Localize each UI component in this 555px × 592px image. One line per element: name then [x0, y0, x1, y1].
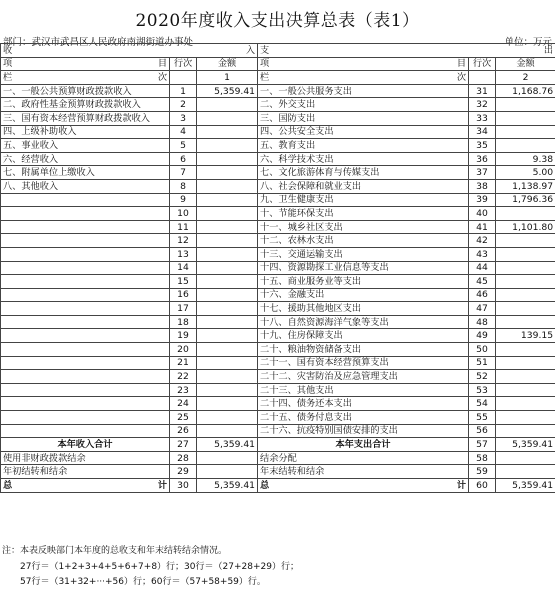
expense-amount	[496, 302, 555, 316]
income-amount: 5,359.41	[197, 84, 258, 98]
income-amount	[197, 152, 258, 166]
header-row-income-expense	[1, 44, 555, 58]
expense-amount: 1,168.76	[496, 84, 555, 98]
expense-amount	[496, 139, 555, 153]
expense-amount	[496, 261, 555, 275]
expense-amount	[496, 98, 555, 112]
expense-row-number: 31	[469, 84, 496, 98]
income-header: 收 入	[1, 44, 258, 58]
income-row-number: 18	[170, 315, 197, 329]
end-balance-rowno: 59	[469, 465, 496, 479]
income-amount	[197, 275, 258, 289]
expense-amount	[496, 343, 555, 357]
expense-row-number: 34	[469, 125, 496, 139]
expense-amount	[496, 207, 555, 221]
income-row-number: 5	[170, 139, 197, 153]
expense-header: 支 出	[258, 44, 555, 58]
income-item-name: 二、政府性基金预算财政拨款收入	[1, 98, 170, 112]
income-row-number: 14	[170, 261, 197, 275]
expense-item-name: 十五、商业服务业等支出	[258, 275, 469, 289]
income-row-number: 17	[170, 302, 197, 316]
balance-distribution-label: 结余分配	[258, 451, 469, 465]
income-item-name	[1, 247, 170, 261]
expense-item-name: 二十六、抗疫特别国债安排的支出	[258, 424, 469, 438]
income-item-name: 六、经营收入	[1, 152, 170, 166]
expense-amount: 5.00	[496, 166, 555, 180]
income-amount	[197, 397, 258, 411]
budget-summary-table	[0, 43, 555, 493]
expense-item-name: 十一、城乡社区支出	[258, 220, 469, 234]
expense-row-number: 44	[469, 261, 496, 275]
expense-rowno-header: 行次	[469, 57, 496, 71]
grand-total-row	[1, 479, 555, 493]
expense-amount	[496, 315, 555, 329]
table-row	[1, 397, 555, 411]
income-item-name	[1, 356, 170, 370]
table-row	[1, 383, 555, 397]
income-item-name	[1, 193, 170, 207]
income-item-name: 三、国有资本经营预算财政拨款收入	[1, 111, 170, 125]
income-item-name	[1, 370, 170, 384]
income-item-name	[1, 207, 170, 221]
table-row	[1, 275, 555, 289]
begin-balance-label: 年初结转和结余	[1, 465, 170, 479]
expense-item-name: 一、一般公共服务支出	[258, 84, 469, 98]
income-row-number: 20	[170, 343, 197, 357]
expense-amount	[496, 111, 555, 125]
income-amount	[197, 315, 258, 329]
table-row	[1, 315, 555, 329]
income-amount	[197, 234, 258, 248]
expense-item-name: 二十五、债务付息支出	[258, 411, 469, 425]
expense-item-name: 十六、金融支出	[258, 288, 469, 302]
income-amount	[197, 356, 258, 370]
table-row	[1, 411, 555, 425]
table-row	[1, 288, 555, 302]
income-item-name	[1, 397, 170, 411]
income-amount-header: 金额	[197, 57, 258, 71]
expense-row-number: 33	[469, 111, 496, 125]
expense-row-number: 35	[469, 139, 496, 153]
expense-row-number: 54	[469, 397, 496, 411]
begin-balance-amount	[197, 465, 258, 479]
income-row-number: 15	[170, 275, 197, 289]
income-row-number: 21	[170, 356, 197, 370]
income-rowno-header: 行次	[170, 57, 197, 71]
income-amount	[197, 302, 258, 316]
expense-item-name: 十、节能环保支出	[258, 207, 469, 221]
expense-amount	[496, 383, 555, 397]
income-amount	[197, 179, 258, 193]
income-amount	[197, 139, 258, 153]
income-item-name	[1, 220, 170, 234]
table-row	[1, 179, 555, 193]
expense-amount: 1,796.36	[496, 193, 555, 207]
income-amount	[197, 98, 258, 112]
expense-amount: 139.15	[496, 329, 555, 343]
expense-year-total-label: 本年支出合计	[258, 438, 469, 452]
expense-item-name: 三、国防支出	[258, 111, 469, 125]
income-row-number: 1	[170, 84, 197, 98]
income-item-name	[1, 411, 170, 425]
expense-item-name: 二十三、其他支出	[258, 383, 469, 397]
expense-rowno-blank	[469, 71, 496, 85]
expense-row-number: 53	[469, 383, 496, 397]
income-grand-total-rowno: 30	[170, 479, 197, 493]
income-item-name	[1, 424, 170, 438]
use-fund-balance-rowno: 28	[170, 451, 197, 465]
expense-item-name: 九、卫生健康支出	[258, 193, 469, 207]
expense-amount	[496, 275, 555, 289]
income-row-number: 24	[170, 397, 197, 411]
income-amount	[197, 193, 258, 207]
income-row-number: 13	[170, 247, 197, 261]
expense-item-name: 十九、住房保障支出	[258, 329, 469, 343]
expense-row-number: 41	[469, 220, 496, 234]
expense-amount	[496, 356, 555, 370]
income-row-number: 11	[170, 220, 197, 234]
income-row-number: 9	[170, 193, 197, 207]
table-row	[1, 451, 555, 465]
expense-amount	[496, 247, 555, 261]
expense-amount: 1,138.97	[496, 179, 555, 193]
income-row-number: 26	[170, 424, 197, 438]
income-amount	[197, 207, 258, 221]
expense-amount	[496, 288, 555, 302]
expense-item-name: 七、文化旅游体育与传媒支出	[258, 166, 469, 180]
expense-row-number: 36	[469, 152, 496, 166]
end-balance-label: 年末结转和结余	[258, 465, 469, 479]
income-item-name: 五、事业收入	[1, 139, 170, 153]
income-item-name	[1, 261, 170, 275]
expense-row-number: 47	[469, 302, 496, 316]
table-row	[1, 465, 555, 479]
table-row	[1, 343, 555, 357]
note-line: 57行＝（31+32+···+56）行；60行＝（57+58+59）行。	[20, 577, 266, 587]
table-row	[1, 207, 555, 221]
income-grand-total-amount: 5,359.41	[197, 479, 258, 493]
page-title: 2020年度收入支出决算总表（表1）	[135, 11, 420, 31]
income-row-number: 4	[170, 125, 197, 139]
table-row	[1, 247, 555, 261]
expense-row-number: 43	[469, 247, 496, 261]
table-row	[1, 329, 555, 343]
expense-row-number: 45	[469, 275, 496, 289]
income-col-index: 1	[197, 71, 258, 85]
expense-row-number: 42	[469, 234, 496, 248]
income-amount	[197, 383, 258, 397]
income-row-number: 12	[170, 234, 197, 248]
income-row-number: 6	[170, 152, 197, 166]
income-row-number: 19	[170, 329, 197, 343]
income-amount	[197, 343, 258, 357]
income-item-name: 八、其他收入	[1, 179, 170, 193]
use-fund-balance-amount	[197, 451, 258, 465]
income-item-header: 项 目	[1, 57, 170, 71]
expense-row-number: 39	[469, 193, 496, 207]
expense-row-number: 51	[469, 356, 496, 370]
expense-item-name: 二十一、国有资本经营预算支出	[258, 356, 469, 370]
income-amount	[197, 111, 258, 125]
expense-year-total-amount: 5,359.41	[496, 438, 555, 452]
expense-row-number: 46	[469, 288, 496, 302]
income-amount	[197, 247, 258, 261]
income-amount	[197, 220, 258, 234]
expense-amount-header: 金额	[496, 57, 555, 71]
expense-row-number: 32	[469, 98, 496, 112]
department-label: 部门：武汉市武昌区人民政府南湖街道办事处	[3, 37, 194, 48]
income-item-name	[1, 288, 170, 302]
expense-item-name: 十八、自然资源海洋气象等支出	[258, 315, 469, 329]
expense-item-name: 二十四、债务还本支出	[258, 397, 469, 411]
begin-balance-rowno: 29	[170, 465, 197, 479]
table-row	[1, 139, 555, 153]
table-row	[1, 370, 555, 384]
table-row	[1, 220, 555, 234]
table-row	[1, 111, 555, 125]
expense-amount: 9.38	[496, 152, 555, 166]
expense-item-name: 二十、粮油物资储备支出	[258, 343, 469, 357]
balance-distribution-rowno: 58	[469, 451, 496, 465]
expense-lan-header: 栏 次	[258, 71, 469, 85]
unit-label: 单位：万元	[504, 37, 552, 48]
expense-row-number: 37	[469, 166, 496, 180]
table-row	[1, 356, 555, 370]
table-row	[1, 302, 555, 316]
income-amount	[197, 424, 258, 438]
income-row-number: 16	[170, 288, 197, 302]
expense-row-number: 50	[469, 343, 496, 357]
table-row	[1, 125, 555, 139]
income-year-total-amount: 5,359.41	[197, 438, 258, 452]
expense-row-number: 56	[469, 424, 496, 438]
income-item-name	[1, 329, 170, 343]
expense-amount	[496, 370, 555, 384]
expense-item-name: 五、教育支出	[258, 139, 469, 153]
income-year-total-rowno: 27	[170, 438, 197, 452]
income-year-total-label: 本年收入合计	[1, 438, 170, 452]
end-balance-amount	[496, 465, 555, 479]
expense-row-number: 48	[469, 315, 496, 329]
income-grand-total-label: 总 计	[1, 479, 170, 493]
expense-row-number: 52	[469, 370, 496, 384]
income-amount	[197, 411, 258, 425]
income-row-number: 8	[170, 179, 197, 193]
table-row	[1, 424, 555, 438]
expense-item-name: 八、社会保障和就业支出	[258, 179, 469, 193]
expense-item-name: 二、外交支出	[258, 98, 469, 112]
expense-amount	[496, 125, 555, 139]
income-item-name: 一、一般公共预算财政拨款收入	[1, 84, 170, 98]
table-row	[1, 152, 555, 166]
table-row	[1, 166, 555, 180]
income-amount	[197, 288, 258, 302]
income-amount	[197, 261, 258, 275]
table-notes	[2, 544, 299, 591]
expense-item-name: 四、公共安全支出	[258, 125, 469, 139]
use-fund-balance-label: 使用非财政拨款结余	[1, 451, 170, 465]
income-item-name	[1, 302, 170, 316]
table-row	[1, 261, 555, 275]
expense-amount	[496, 397, 555, 411]
expense-item-name: 二十二、灾害防治及应急管理支出	[258, 370, 469, 384]
income-item-name: 四、上级补助收入	[1, 125, 170, 139]
income-rowno-blank	[170, 71, 197, 85]
income-lan-header: 栏 次	[1, 71, 170, 85]
header-row-column-index	[1, 71, 555, 85]
income-item-name	[1, 234, 170, 248]
income-item-name	[1, 343, 170, 357]
income-amount	[197, 329, 258, 343]
income-row-number: 25	[170, 411, 197, 425]
income-amount	[197, 370, 258, 384]
expense-amount	[496, 424, 555, 438]
expense-row-number: 55	[469, 411, 496, 425]
header-row-columns	[1, 57, 555, 71]
note-line: 注：本表反映部门本年度的总收支和年末结转结余情况。	[2, 546, 228, 556]
table-row	[1, 84, 555, 98]
income-row-number: 7	[170, 166, 197, 180]
expense-grand-total-amount: 5,359.41	[496, 479, 555, 493]
expense-item-name: 十三、交通运输支出	[258, 247, 469, 261]
year-total-row	[1, 438, 555, 452]
income-row-number: 23	[170, 383, 197, 397]
expense-col-index: 2	[496, 71, 555, 85]
income-item-name	[1, 315, 170, 329]
income-row-number: 22	[170, 370, 197, 384]
expense-grand-total-label: 总 计	[258, 479, 469, 493]
income-item-name	[1, 275, 170, 289]
expense-item-name: 十四、资源勘探工业信息等支出	[258, 261, 469, 275]
income-amount	[197, 125, 258, 139]
expense-item-name: 十二、农林水支出	[258, 234, 469, 248]
income-item-name: 七、附属单位上缴收入	[1, 166, 170, 180]
income-row-number: 3	[170, 111, 197, 125]
table-row	[1, 193, 555, 207]
expense-row-number: 49	[469, 329, 496, 343]
expense-item-header: 项 目	[258, 57, 469, 71]
expense-row-number: 40	[469, 207, 496, 221]
expense-amount	[496, 411, 555, 425]
note-line: 27行＝（1+2+3+4+5+6+7+8）行；30行＝（27+28+29）行；	[20, 561, 299, 572]
balance-distribution-amount	[496, 451, 555, 465]
expense-amount	[496, 234, 555, 248]
income-row-number: 10	[170, 207, 197, 221]
income-item-name	[1, 383, 170, 397]
expense-item-name: 十七、援助其他地区支出	[258, 302, 469, 316]
table-row	[1, 234, 555, 248]
expense-amount: 1,101.80	[496, 220, 555, 234]
expense-row-number: 38	[469, 179, 496, 193]
income-row-number: 2	[170, 98, 197, 112]
table-row	[1, 98, 555, 112]
expense-year-total-rowno: 57	[469, 438, 496, 452]
income-amount	[197, 166, 258, 180]
expense-item-name: 六、科学技术支出	[258, 152, 469, 166]
expense-grand-total-rowno: 60	[469, 479, 496, 493]
